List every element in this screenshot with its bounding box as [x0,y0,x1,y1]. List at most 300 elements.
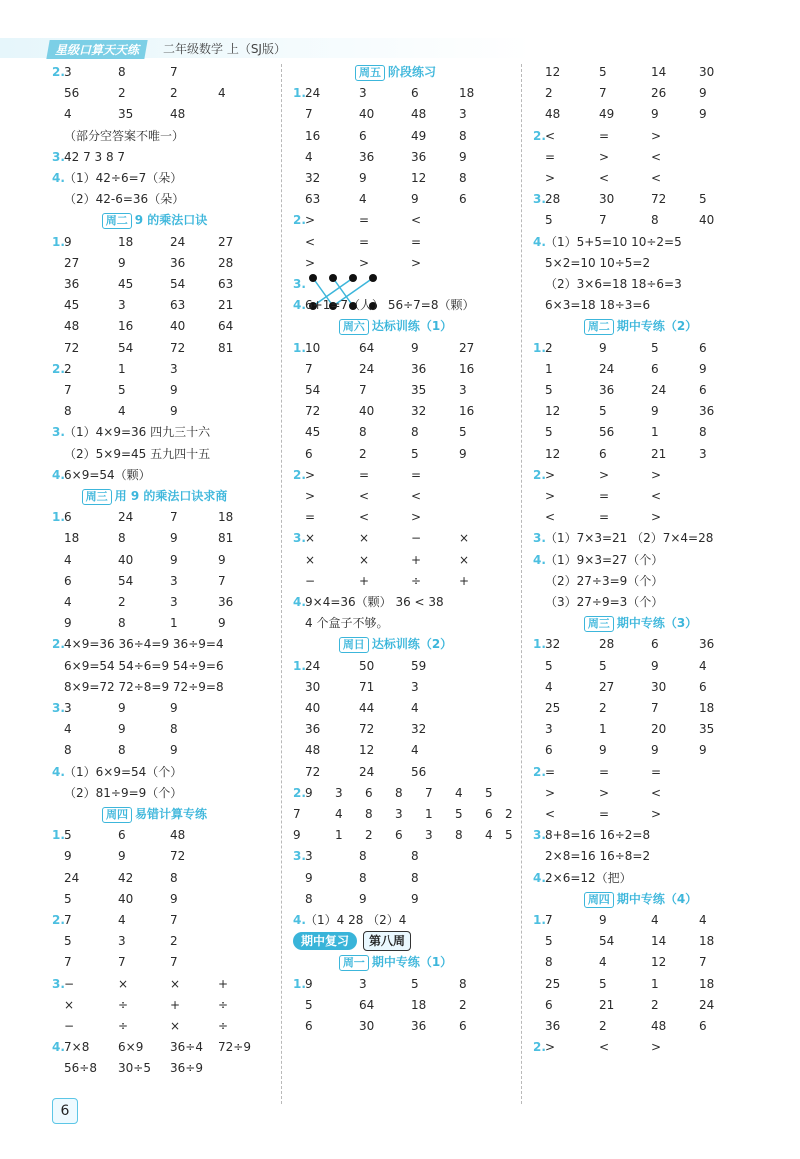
answer-cell: 27 [218,234,234,249]
answer-row [533,232,763,252]
answer-cell: 28 [599,637,615,652]
answer-cell: 1 [425,807,433,821]
answer-cell: 4 [118,404,126,419]
question-number: 2. [52,65,65,79]
match-dot [369,274,377,282]
answer-cell: 4 [64,107,72,122]
answer-cell: 4 [699,913,707,927]
section-heading [293,316,498,336]
answer-row [293,868,523,888]
answer-cell: 56 [599,425,615,440]
section-day-tag: 周日 [339,637,369,653]
page-number: 6 [52,1098,78,1124]
answer-row [293,762,523,782]
answer-row [533,952,763,972]
answer-text: 6×9=54（颗） [64,467,151,482]
question-number: 2. [293,467,306,482]
answer-text: 2×6=12（把） [545,870,632,885]
answer-cell: 24 [699,997,715,1012]
answer-row [52,401,282,421]
answer-cell: 2 [170,934,178,949]
answer-cell: 48 [170,828,186,843]
answer-row [293,465,523,485]
answer-cell: 56 [64,86,80,101]
answer-text: 6×9=54 54÷6=9 54÷9=6 [64,658,224,673]
answer-row [533,168,763,188]
answer-row [293,677,523,697]
answer-text: 9×4=36（颗） 36 < 38 [305,595,444,609]
answer-cell: 8 [459,128,467,143]
answer-row [293,783,523,803]
question-number: 2. [52,637,65,652]
answer-row [52,995,282,1015]
answer-cell: = [305,510,316,525]
section-heading [52,210,257,230]
answer-row [293,804,523,824]
answer-cell: 4 [305,149,313,164]
answer-text: （2）27÷3=9（个） [545,573,664,588]
section-day-tag: 周四 [102,807,132,823]
answer-row [533,295,763,315]
question-number: 3. [533,531,546,546]
book-brand: 星级口算天天练 [46,40,147,59]
question-number: 1. [533,637,546,652]
answer-cell: 48 [64,319,80,334]
answer-cell: < [359,489,370,503]
answer-cell: < [305,234,316,249]
answer-cell: 4 [118,913,126,927]
answer-cell: 48 [170,107,186,122]
answer-cell: = [359,234,370,249]
question-number: 1. [293,340,306,355]
answer-row [533,83,763,103]
answer-cell: 40 [170,319,186,334]
answer-row [52,83,282,103]
answer-cell: 5 [651,340,659,355]
answer-cell: 1 [545,361,553,376]
question-number: 2. [533,764,546,779]
answer-row [52,465,282,485]
answer-cell: 54 [170,277,186,291]
answer-cell: 8 [170,722,178,737]
question-number: 1. [52,234,65,249]
answer-cell: 48 [545,107,561,122]
answer-row [52,359,282,379]
answer-cell: 6 [459,1019,467,1033]
section-day-tag: 周六 [339,319,369,335]
answer-cell: 9 [170,701,178,715]
answer-cell: 30 [651,679,667,694]
answer-cell: > [545,489,556,503]
section-heading [293,634,498,654]
section-title: 期中专练（3） [616,616,698,631]
answer-cell: 4 [455,785,463,800]
answer-cell: 40 [359,404,375,419]
answer-row [293,422,523,442]
answer-row [293,592,523,612]
answer-cell: 72 [64,340,80,355]
question-number: 1. [293,976,306,991]
answer-cell: 5 [118,383,126,397]
answer-row [533,931,763,951]
answer-cell: 35 [411,383,427,397]
section-heading [533,613,748,633]
answer-cell: 4 [218,86,226,101]
answer-cell: 64 [359,997,375,1012]
answer-cell: 6 [118,828,126,843]
answer-cell: 9 [64,616,72,631]
column-divider [281,64,282,1104]
answer-cell: × [459,552,470,567]
answer-cell: × [359,531,370,546]
answer-cell: 8 [455,828,463,843]
answer-cell: 18 [411,997,427,1012]
answer-cell: 32 [305,171,321,185]
answer-cell: 49 [411,128,427,143]
answer-cell: 26 [651,86,667,101]
answer-cell: 6 [545,743,553,758]
answer-cell: 8 [359,425,367,440]
answer-cell: 5 [305,997,313,1012]
answer-row [293,104,523,124]
answer-cell: > [651,807,662,821]
answer-row [533,910,763,930]
answer-cell: 8 [359,849,367,864]
answer-cell: 32 [411,404,427,419]
answer-cell: 4 [411,701,419,715]
answer-cell: 7 [599,86,607,101]
answer-cell: 9 [118,722,126,737]
answer-cell: 5 [545,383,553,397]
answer-row [293,507,523,527]
answer-cell: 36 [305,722,321,737]
answer-cell: 81 [218,531,234,546]
question-number: 3. [52,149,65,164]
answer-cell: 8 [699,425,707,440]
answer-cell: > [599,467,610,482]
answer-cell: 6 [599,446,607,461]
question-number: 4. [52,171,65,185]
answer-row [293,168,523,188]
answer-cell: 40 [118,552,134,567]
question-number: 4. [293,298,306,313]
answer-cell: 6 [411,86,419,101]
answer-text: （2）81÷9=9（个） [64,785,183,800]
answer-row [533,465,763,485]
answer-cell: > [651,510,662,525]
answer-cell: 28 [545,192,561,207]
answer-row [533,422,763,442]
answer-cell: > [545,1040,556,1055]
answer-cell: 8 [118,65,126,79]
answer-cell: 18 [118,234,134,249]
section-title: 达标训练（2） [371,637,453,652]
question-number: 4. [533,870,546,885]
answer-row [533,656,763,676]
answer-text: （1）5+5=10 10÷2=5 [545,234,682,249]
answer-row [52,571,282,591]
answer-cell: 12 [545,446,561,461]
answer-cell: 2 [545,340,553,355]
answer-cell: 9 [359,171,367,185]
answer-text: （1）7×3=21 （2）7×4=28 [545,531,714,546]
answer-cell: 27 [64,255,80,270]
answer-cell: 54 [118,573,134,588]
answer-cell: 4 [64,722,72,737]
answer-row [52,634,282,654]
answer-cell: < [651,149,662,164]
answer-row [533,974,763,994]
answer-cell: 5 [505,828,513,843]
answer-cell: < [411,213,422,228]
answer-row [533,528,763,548]
answer-cell: 5 [599,404,607,419]
answer-row [293,698,523,718]
answer-cell: < [411,489,422,503]
answer-row [293,889,523,909]
answer-cell: ÷ [411,573,422,588]
section-day-tag: 周四 [584,892,614,908]
answer-cell: 5 [459,425,467,440]
answer-cell: > [599,149,610,164]
question-number: 4. [52,467,65,482]
answer-row [293,740,523,760]
question-number: 2. [533,467,546,482]
answer-row [52,846,282,866]
answer-cell: 3 [545,722,553,737]
answer-cell: 8 [118,531,126,546]
question-number: 3. [293,531,306,546]
answer-row [52,507,282,527]
answer-cell: + [459,573,470,588]
answer-cell: 72 [170,340,186,355]
answer-row [533,401,763,421]
answer-row [533,677,763,697]
answer-cell: 4 [699,658,707,673]
answer-cell: 48 [305,743,321,758]
answer-row [533,762,763,782]
answer-cell: 14 [651,934,667,949]
answer-cell: 7×8 [64,1040,90,1055]
answer-row [533,719,763,739]
answer-text: （部分空答案不唯一） [64,128,185,143]
answer-cell: × [459,531,470,546]
answer-cell: 1 [335,828,343,843]
answer-cell: 2 [170,86,178,101]
answer-text: 42 7 3 8 7 [64,149,126,164]
answer-cell: 3 [118,298,126,313]
answer-cell: > [305,489,316,503]
answer-row [533,444,763,464]
section-day-tag: 周一 [339,955,369,971]
answer-row [293,295,523,315]
answer-cell: 6 [359,128,367,143]
answer-cell: 45 [305,425,321,440]
answer-row [533,1037,763,1057]
answer-cell: 71 [359,679,375,694]
answer-row [533,740,763,760]
answer-cell: 9 [118,701,126,715]
answer-row [293,995,523,1015]
answer-cell: 3 [170,573,178,588]
answer-cell: 16 [459,361,475,376]
answer-row [533,338,763,358]
answer-cell: > [651,1040,662,1055]
answer-cell: 5 [411,976,419,991]
book-subtitle: 二年级数学 上（SJ版） [163,42,286,56]
answer-cell: 2 [651,997,659,1012]
answer-cell: 49 [599,107,615,122]
answer-cell: 40 [118,891,134,906]
answer-cell: + [411,552,422,567]
answer-cell: 54 [599,934,615,949]
answer-row [533,104,763,124]
answer-text: 6+1=7（人） 56÷7=8（颗） [305,298,475,313]
answer-cell: 3 [459,107,467,122]
answer-cell: 20 [651,722,667,737]
answer-row [52,1037,282,1057]
answer-row [533,550,763,570]
section-heading [52,486,257,506]
answer-cell: 9 [411,340,419,355]
answer-cell: 9 [599,743,607,758]
answer-cell: 30 [699,65,715,79]
answer-cell: 3 [335,785,343,800]
answer-cell: 59 [411,658,427,673]
answer-cell: 5 [545,213,553,228]
answer-cell: = [545,764,556,779]
question-number: 1. [293,658,306,673]
answer-text: （1）9×3=27（个） [545,552,664,567]
section-day-tag: 周五 [355,65,385,81]
answer-row [52,253,282,273]
answer-row [293,232,523,252]
answer-cell: > [305,255,316,270]
answer-row [52,868,282,888]
answer-cell: 6 [365,785,373,800]
answer-cell: 9 [305,785,313,800]
answer-cell: 18 [459,86,475,101]
answer-cell: = [651,764,662,779]
answer-cell: 4 [545,679,553,694]
answer-cell: = [599,510,610,525]
answer-cell: 8 [395,785,403,800]
answer-cell: 6 [395,828,403,843]
answer-cell: × [170,976,181,991]
answer-cell: 50 [359,658,375,673]
answer-cell: 4 [335,807,343,821]
question-number: 2. [533,128,546,143]
answer-row [293,210,523,230]
answer-cell: 9 [699,743,707,758]
midterm-badge: 期中复习 [293,932,357,950]
answer-cell: × [170,1019,181,1033]
answer-cell: 3 [170,361,178,376]
answer-cell: 7 [118,955,126,970]
week-label: 第八周 [363,931,411,951]
answer-cell: > [545,785,556,800]
answer-text: （1）42÷6=7（朵） [64,171,183,185]
section-title: 期中专练（4） [616,891,698,906]
answer-cell: 6 [699,340,707,355]
answer-cell: 24 [651,383,667,397]
answer-row [52,740,282,760]
answer-cell: 72÷9 [218,1040,251,1055]
answer-cell: 2 [118,595,126,609]
answer-cell: 16 [305,128,321,143]
answer-text: 5×2=10 10÷5=2 [545,255,651,270]
answer-cell: 9 [170,383,178,397]
answer-cell: ÷ [218,997,229,1012]
answer-row [533,380,763,400]
answer-row [533,189,763,209]
answer-cell: 6 [64,510,72,525]
answer-row [293,444,523,464]
answer-cell: 8 [359,870,367,885]
answer-cell: 7 [64,913,72,927]
answer-cell: 3 [699,446,707,461]
answer-cell: = [599,807,610,821]
answer-cell: 8 [118,616,126,631]
answer-cell: 9 [459,446,467,461]
answer-row [533,210,763,230]
answer-text: 8×9=72 72÷8=9 72÷9=8 [64,679,224,694]
answer-cell: 5 [599,65,607,79]
answer-cell: = [359,467,370,482]
answer-row [52,444,282,464]
question-number: 2. [293,213,306,228]
answer-cell: 18 [699,976,715,991]
answer-cell: 4 [411,743,419,758]
answer-cell: ÷ [118,1019,129,1033]
section-title: 用 9 的乘法口诀求商 [114,489,228,503]
answer-cell: 5 [545,658,553,673]
answer-row [533,804,763,824]
answer-cell: 5 [599,658,607,673]
answer-cell: 72 [170,849,186,864]
answer-row [533,1016,763,1036]
answer-cell: 36 [599,383,615,397]
answer-cell: = [599,489,610,503]
answer-text: （1）4×9=36 四九三十六 [64,425,211,440]
answer-cell: 7 [599,213,607,228]
section-heading [533,889,748,909]
answer-row [533,486,763,506]
answer-cell: 9 [411,192,419,207]
answer-cell: 32 [411,722,427,737]
answer-cell: 3 [395,807,403,821]
answer-text: 8+8=16 16÷2=8 [545,828,651,843]
answer-cell: 12 [545,404,561,419]
answer-cell: 21 [651,446,667,461]
answer-text: （3）27÷9=3（个） [545,595,664,609]
answer-row [293,83,523,103]
answer-cell: 24 [599,361,615,376]
answer-row [293,571,523,591]
answer-row [293,401,523,421]
answer-cell: < [545,128,556,143]
answer-cell: 7 [305,361,313,376]
answer-cell: 9 [118,255,126,270]
answer-cell: > [305,467,316,482]
answer-row [52,422,282,442]
answer-cell: 12 [411,171,427,185]
answer-cell: 9 [170,531,178,546]
answer-cell: < [545,807,556,821]
answer-row [52,952,282,972]
answer-cell: 32 [545,637,561,652]
answer-cell: < [599,171,610,185]
